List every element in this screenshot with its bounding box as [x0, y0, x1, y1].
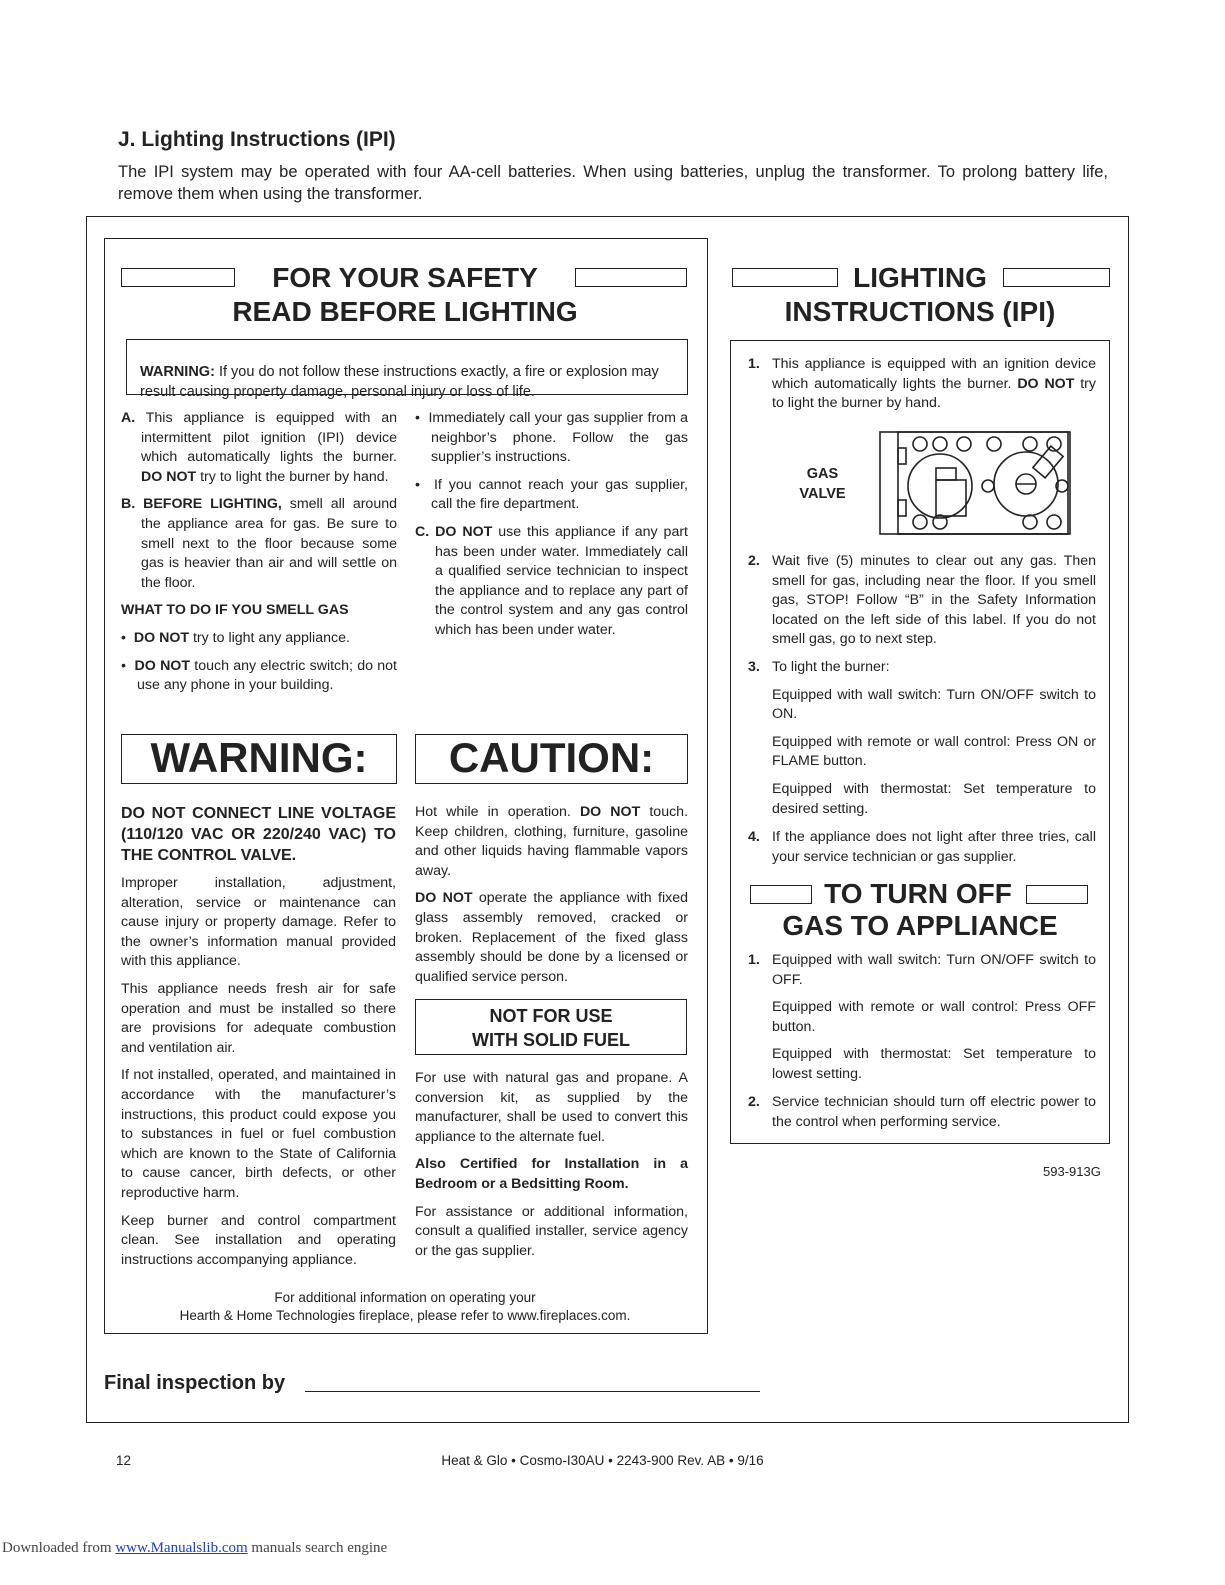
caution-banner: CAUTION:: [415, 734, 688, 784]
warning-label: WARNING:: [140, 363, 215, 380]
lighting-step-3: 3. To light the burner: Equipped with wall switch: Turn ON/OFF switch to ON. Equipped with remote or wall control: Press ON or FLAME button. Equipped with thermostat: Set temperature to desired setting.: [748, 659, 1096, 817]
smell-gas-heading: WHAT TO DO IF YOU SMELL GAS: [121, 602, 349, 619]
lighting-step-1: 1. This appliance is equipped with an ignition device which automatically lights the burner. DO NOT try to light the burner by hand.: [748, 356, 1096, 412]
download-attribution: Downloaded from www.Manualslib.com manuals search engine: [2, 1540, 388, 1556]
lighting-step-4: 4. If the appliance does not light after three tries, call your service technician or gas supplier.: [748, 829, 1096, 865]
intro-paragraph: The IPI system may be operated with four AA-cell batteries. When using batteries, unplug the transformer. To prolong battery life, remove them when using the transformer.: [118, 163, 1108, 203]
bullet-fire-dept: • If you cannot reach your gas supplier, call the fire department.: [415, 476, 688, 513]
safety-title-line1: FOR YOUR SAFETY: [272, 262, 538, 293]
safety-column-left: [121, 409, 397, 704]
bullet-no-switch: • DO NOT touch any electric switch; do not use any phone in your building.: [121, 657, 397, 694]
caution-p3: For use with natural gas and propane. A conversion kit, as supplied by the manufacturer, shall be used to convert this appliance to the alternate fuel.: [415, 1070, 688, 1145]
title-deco-box-left: [121, 268, 235, 287]
safety-column-right: [415, 409, 688, 649]
line-voltage-warning: DO NOT CONNECT LINE VOLTAGE (110/120 VAC OR 220/240 VAC) TO THE CONTROL VALVE.: [121, 805, 396, 864]
safety-title-line2: READ BEFORE LIGHTING: [232, 296, 578, 327]
final-inspection-label: Final inspection by: [104, 1372, 286, 1394]
page-number: 12: [116, 1453, 132, 1468]
warning-p4: Keep burner and control compartment clean. See installation and operating instructions accompanying appliance.: [121, 1212, 396, 1268]
warning-notice-box: [126, 339, 688, 400]
turnoff-step-2: 2. Service technician should turn off electric power to the control when performing service.: [748, 1094, 1096, 1130]
turnoff-step-1: 1. Equipped with wall switch: Turn ON/OFF switch to OFF. Equipped with remote or wall control: Press OFF button. Equipped with thermostat: Set temperature to lowest setting.: [748, 952, 1096, 1082]
turnoff-deco-box-right: [1026, 885, 1088, 904]
lighting-title-line1: LIGHTING: [853, 262, 987, 293]
page-footer: Heat & Glo • Cosmo-I30AU • 2243-900 Rev. AB • 9/16: [441, 1453, 764, 1468]
warning-text: If you do not follow these instructions exactly, a fire or explosion may result causing property damage, personal injury or loss of life.: [140, 363, 659, 400]
caution-p5: For assistance or additional information, consult a qualified installer, service agency or the gas supplier.: [415, 1203, 688, 1259]
item-a: A. This appliance is equipped with an intermittent pilot ignition (IPI) device which automatically lights the burner. DO NOT try to light the burner by hand.: [121, 410, 397, 485]
not-for-solid-fuel-box: NOT FOR USE WITH SOLID FUEL: [415, 999, 687, 1055]
caution-p2: DO NOT operate the appliance with fixed glass assembly removed, cracked or broken. Replacement of the fixed glass assembly should be done by a licensed or qualified service person.: [415, 890, 688, 985]
section-heading: J. Lighting Instructions (IPI): [118, 128, 396, 151]
bullet-no-light: • DO NOT try to light any appliance.: [121, 629, 350, 646]
warning-p1: Improper installation, adjustment, alteration, service or maintenance can cause injury or property damage. Refer to the owner’s information manual provided with this appliance.: [121, 875, 396, 970]
lighting-step-2: 2. Wait five (5) minutes to clear out any gas. Then smell for gas, including near the floor. If you smell gas, STOP! Follow “B” in the Safety Information located on the left side of this label. If you do not smell gas, go to next step.: [748, 553, 1096, 648]
item-c: C. DO NOT use this appliance if any part has been under water. Immediately call a qualified service technician to inspect the appliance and to replace any part of the control system and any gas control which has been under water.: [415, 523, 688, 638]
warning-banner: WARNING:: [121, 734, 397, 784]
fuel-column: [415, 1069, 688, 1269]
final-inspection-signature-line: [305, 1391, 760, 1392]
label-part-number: 593-913G: [1043, 1164, 1101, 1179]
warning-p2: This appliance needs fresh air for safe operation and must be installed so there are provisions for adequate combustion and ventilation air.: [121, 980, 396, 1056]
bedroom-certification: Also Certified for Installation in a Bedroom or a Bedsitting Room.: [415, 1156, 688, 1192]
lighting-title-line2: INSTRUCTIONS (IPI): [784, 296, 1056, 327]
turnoff-title-line2: GAS TO APPLIANCE: [782, 910, 1058, 941]
item-b: B. BEFORE LIGHTING, smell all around the appliance area for gas. Be sure to smell next to the floor because some gas is heavier than air and will settle on the floor.: [121, 496, 397, 591]
caution-p1: Hot while in operation. DO NOT touch. Keep children, clothing, furniture, gasoline and other liquids having flammable vapors away.: [415, 804, 689, 879]
gas-valve-label: GAS VALVE: [799, 466, 846, 502]
caution-column: [415, 803, 688, 995]
gas-valve-diagram: [878, 430, 1072, 536]
manualslib-link[interactable]: www.Manualslib.com: [115, 1540, 248, 1556]
lighting-deco-box-left: [732, 268, 838, 287]
title-deco-box-right: [575, 268, 687, 287]
website-footnote: For additional information on operating your Hearth & Home Technologies fireplace, please refer to www.fireplaces.com.: [179, 1290, 631, 1323]
warning-p3: If not installed, operated, and maintained in accordance with the manufacturer’s instructions, this product could expose you to substances in fuel or fuel combustion which are known to the State of California to cause cancer, birth defects, or other reproductive harm.: [121, 1067, 396, 1201]
turnoff-title-line1: TO TURN OFF: [824, 878, 1012, 909]
bullet-call-supplier: • Immediately call your gas supplier from a neighbor’s phone. Follow the gas supplier’s instructions.: [415, 410, 689, 466]
lighting-deco-box-right: [1003, 268, 1110, 287]
warning-column: [121, 803, 396, 1278]
turnoff-deco-box-left: [750, 885, 812, 904]
